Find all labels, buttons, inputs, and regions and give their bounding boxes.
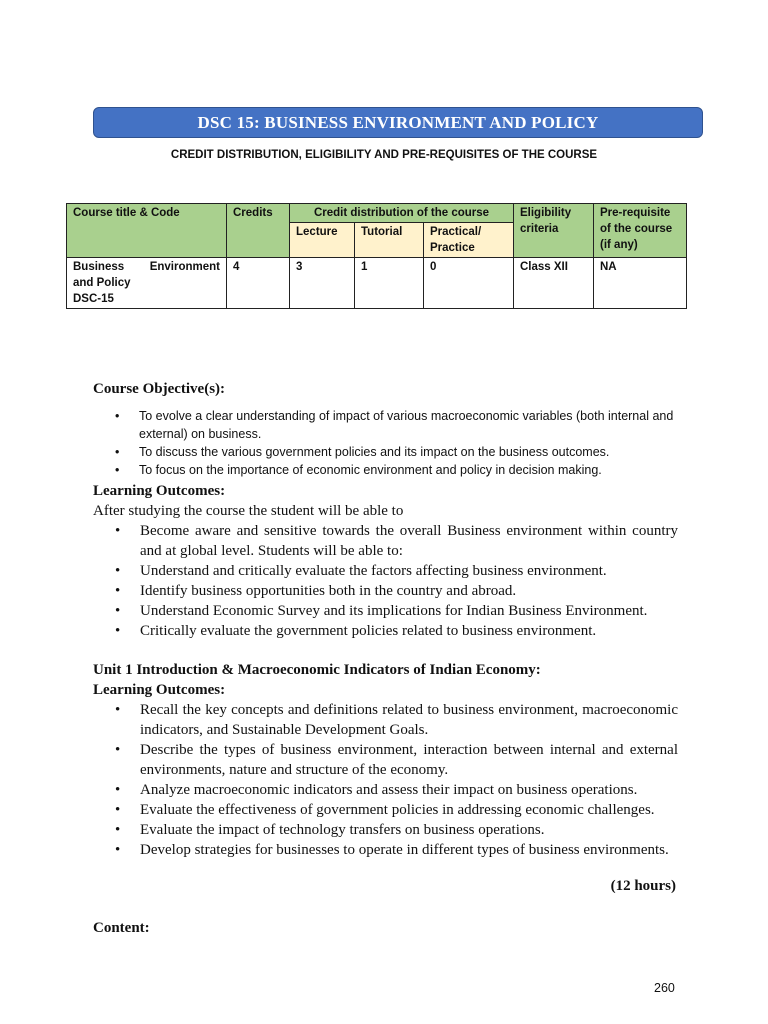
list-item: • Understand Economic Survey and its implications for Indian Business Environment. <box>93 601 678 621</box>
unit1-outcomes-heading: Learning Outcomes: <box>93 682 226 698</box>
list-item: • Develop strategies for businesses to operate in different types of business environments. <box>93 840 678 860</box>
unit1-hours: (12 hours) <box>610 878 676 894</box>
cell-practical: 0 <box>424 258 514 309</box>
list-item: • Understand and critically evaluate the factors affecting business environment. <box>93 561 678 581</box>
table-row <box>67 258 687 309</box>
learning-outcomes-list <box>93 521 678 641</box>
unit1-title: Unit 1 Introduction & Macroeconomic Indicators of Indian Economy: <box>93 662 541 678</box>
header-prerequisite: Pre-requisite of the course (if any) <box>594 204 687 258</box>
list-item: • Analyze macroeconomic indicators and assess their impact on business operations. <box>93 780 678 800</box>
unit1-section <box>93 660 678 860</box>
cell-prerequisite: NA <box>594 258 687 309</box>
list-item: • Identify business opportunities both in the country and abroad. <box>93 581 678 601</box>
course-title-line1 <box>73 259 220 275</box>
list-item: • Critically evaluate the government policies related to business environment. <box>93 621 678 641</box>
unit1-outcomes-list <box>93 700 678 860</box>
list-item: • Become aware and sensitive towards the overall Business environment within country and at global level. Students will be able to: <box>93 521 678 561</box>
cell-course-title <box>67 258 227 309</box>
course-title-word1: Business <box>73 261 125 273</box>
learning-outcomes-heading: Learning Outcomes: <box>93 483 226 499</box>
header-credit-distribution: Credit distribution of the course <box>290 204 514 223</box>
section-subtitle: CREDIT DISTRIBUTION, ELIGIBILITY AND PRE-REQUISITES OF THE COURSE <box>170 149 598 161</box>
list-item: • Evaluate the impact of technology transfers on business operations. <box>93 820 678 840</box>
header-course-title: Course title & Code <box>67 204 227 258</box>
list-item: • To discuss the various government policies and its impact on the business outcomes. <box>93 443 678 461</box>
course-title-banner: DSC 15: BUSINESS ENVIRONMENT AND POLICY <box>93 107 703 138</box>
list-item: • Evaluate the effectiveness of government policies in addressing economic challenges. <box>93 800 678 820</box>
list-item: • Describe the types of business environment, interaction between internal and external environments, nature and structure of the economy. <box>93 740 678 780</box>
cell-lecture: 3 <box>290 258 355 309</box>
page-number: 260 <box>654 981 675 995</box>
content-heading: Content: <box>93 920 150 936</box>
header-eligibility: Eligibility criteria <box>514 204 594 258</box>
cell-tutorial: 1 <box>355 258 424 309</box>
header-credits: Credits <box>227 204 290 258</box>
course-objectives-list <box>93 407 678 479</box>
credit-distribution-table <box>66 203 687 309</box>
list-item: • To focus on the importance of economic environment and policy in decision making. <box>93 461 678 479</box>
header-lecture: Lecture <box>290 223 355 258</box>
course-objectives-section <box>93 379 678 479</box>
list-item: • Recall the key concepts and definitions related to business environment, macroeconomic indicators, and Sustainable Development Goals. <box>93 700 678 740</box>
course-title-word2: Environment <box>149 261 220 273</box>
cell-eligibility: Class XII <box>514 258 594 309</box>
header-practical: Practical/ Practice <box>424 223 514 258</box>
cell-credits: 4 <box>227 258 290 309</box>
list-item: • To evolve a clear understanding of impact of various macroeconomic variables (both internal and external) on business. <box>93 407 678 443</box>
course-code: DSC-15 <box>73 293 114 305</box>
table-header-row <box>67 204 687 223</box>
learning-outcomes-intro: After studying the course the student will be able to <box>93 503 404 519</box>
learning-outcomes-section <box>93 481 678 641</box>
course-objectives-heading: Course Objective(s): <box>93 381 226 397</box>
course-title-line2: and Policy <box>73 277 131 289</box>
header-tutorial: Tutorial <box>355 223 424 258</box>
